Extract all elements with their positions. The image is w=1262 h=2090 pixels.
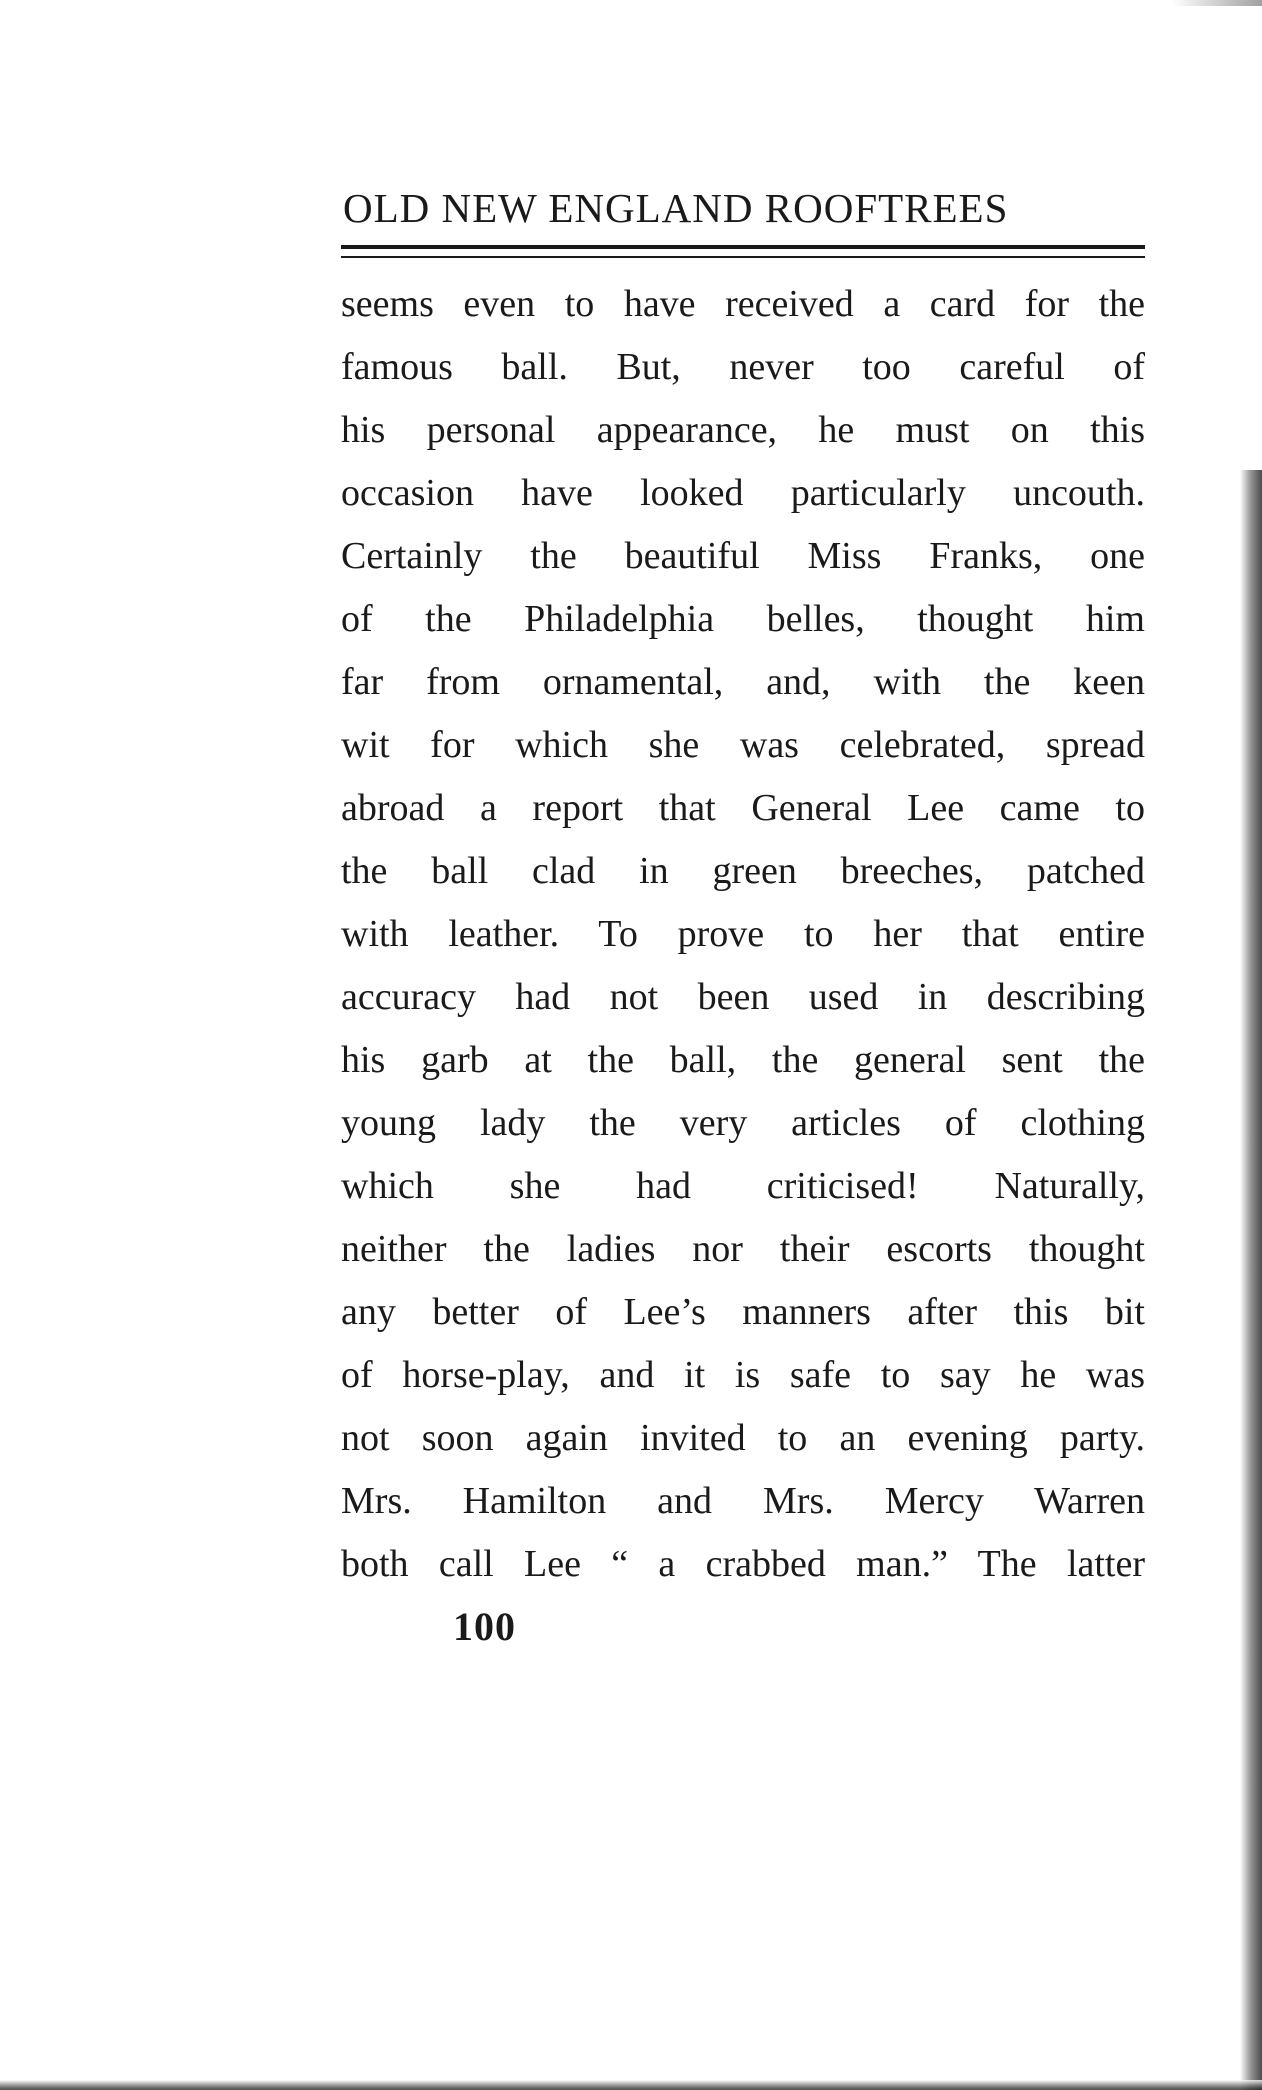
header-rule-thick [341, 245, 1145, 249]
text-line: abroad a report that General Lee came to [341, 787, 1145, 829]
body-text [341, 273, 1145, 1596]
text-line: of the Philadelphia belles, thought him [341, 598, 1145, 640]
text-line: accuracy had not been used in describing [341, 976, 1145, 1018]
text-line: his garb at the ball, the general sent the [341, 1039, 1145, 1081]
header-rule-thin [341, 256, 1145, 258]
text-line: wit for which she was celebrated, spread [341, 724, 1145, 766]
page-number: 100 [453, 1604, 516, 1649]
text-line: seems even to have received a card for the [341, 283, 1145, 325]
scan-corner-artifact [1172, 0, 1262, 6]
text-line: with leather. To prove to her that entire [341, 913, 1145, 955]
text-line: any better of Lee’s manners after this bit [341, 1291, 1145, 1333]
text-line: Mrs. Hamilton and Mrs. Mercy Warren [341, 1480, 1145, 1522]
text-line: young lady the very articles of clothing [341, 1102, 1145, 1144]
text-line: of horse-play, and it is safe to say he was [341, 1354, 1145, 1396]
text-line: the ball clad in green breeches, patched [341, 850, 1145, 892]
text-line: both call Lee “ a crabbed man.” The latter [341, 1543, 1145, 1585]
text-line: Certainly the beautiful Miss Franks, one [341, 535, 1145, 577]
text-line: not soon again invited to an evening party. [341, 1417, 1145, 1459]
text-line: which she had criticised! Naturally, [341, 1165, 1145, 1207]
scan-edge-shadow-right [1240, 470, 1262, 2090]
running-head: OLD NEW ENGLAND ROOFTREES [343, 185, 1009, 231]
text-line: his personal appearance, he must on this [341, 409, 1145, 451]
scan-edge-shadow-bottom [0, 2080, 1262, 2090]
text-line: neither the ladies nor their escorts thought [341, 1228, 1145, 1270]
text-line: far from ornamental, and, with the keen [341, 661, 1145, 703]
text-line: famous ball. But, never too careful of [341, 346, 1145, 388]
text-line: occasion have looked particularly uncouth. [341, 472, 1145, 514]
